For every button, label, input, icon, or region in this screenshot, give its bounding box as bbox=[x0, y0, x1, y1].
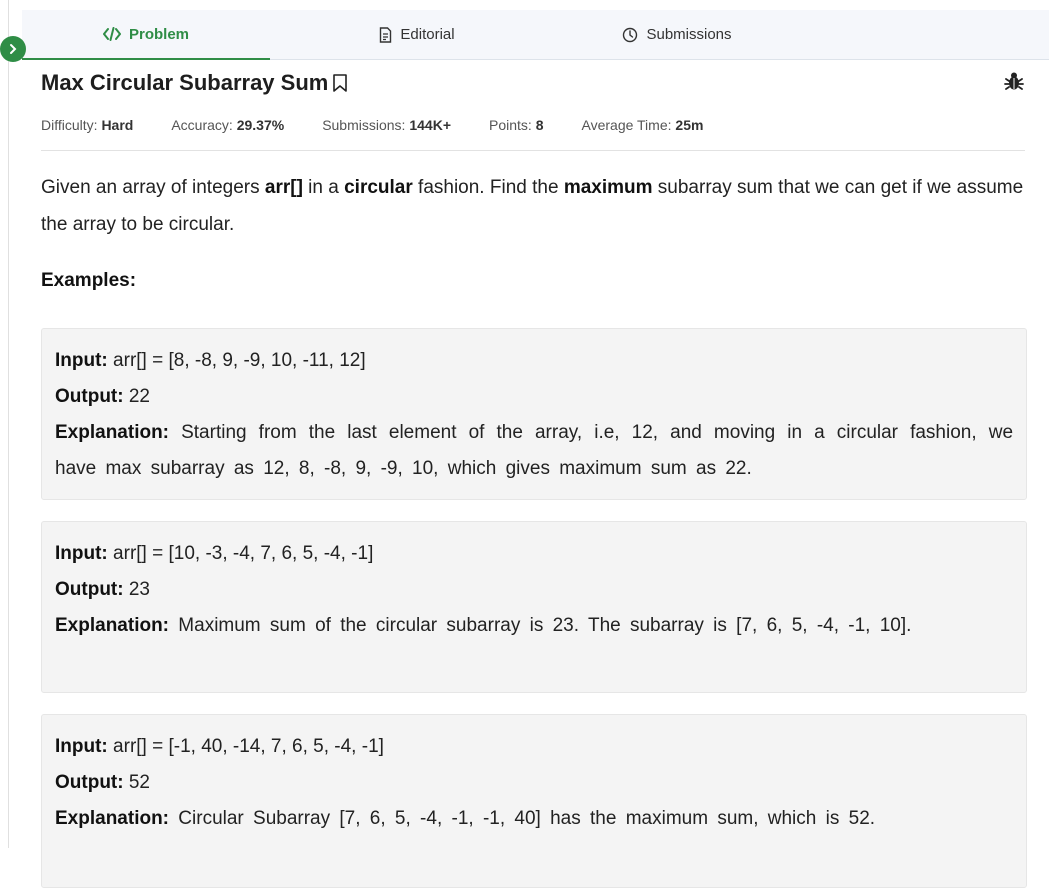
expand-panel-button[interactable] bbox=[0, 36, 26, 62]
example-block bbox=[41, 521, 1027, 693]
example-explanation: Explanation: Maximum sum of the circular subarray is 23. The subarray is [7, 6, 5, -4, -1, 10]. bbox=[55, 615, 912, 636]
submissions-count: Submissions: 144K+ bbox=[322, 117, 451, 133]
average-time: Average Time: 25m bbox=[581, 117, 704, 133]
example-explanation: Explanation: Starting from the last element of the array, i.e, 12, and moving in a circular fashion, we have max subarray as 12, 8, -8, 9, -9, 10, which gives maximum sum as 22. bbox=[55, 422, 1014, 479]
difficulty: Difficulty: Hard bbox=[41, 117, 134, 133]
problem-meta bbox=[41, 114, 1025, 136]
tab-submissions-label: Submissions bbox=[646, 26, 732, 43]
example-block bbox=[41, 714, 1027, 888]
document-icon bbox=[379, 27, 392, 43]
example-explanation: Explanation: Circular Subarray [7, 6, 5, -4, -1, -1, 40] has the maximum sum, which is 52. bbox=[55, 808, 876, 829]
example-input: Input: arr[] = [8, -8, 9, -9, 10, -11, 12] bbox=[55, 350, 366, 371]
problem-tabs bbox=[22, 10, 1049, 60]
accuracy: Accuracy: 29.37% bbox=[171, 117, 285, 133]
example-block bbox=[41, 328, 1027, 500]
points: Points: 8 bbox=[489, 117, 544, 133]
problem-title: Max Circular Subarray Sum bbox=[41, 70, 329, 95]
tab-problem[interactable] bbox=[22, 10, 270, 60]
example-input: Input: arr[] = [-1, 40, -14, 7, 6, 5, -4, -1] bbox=[55, 736, 384, 757]
problem-description: Given an array of integers arr[] in a circular fashion. Find the maximum subarray sum that we can get if we assume the array to be circular. bbox=[41, 177, 1024, 235]
left-rail bbox=[0, 0, 9, 848]
tab-editorial-label: Editorial bbox=[400, 26, 455, 43]
tab-submissions[interactable] bbox=[582, 10, 772, 59]
code-icon bbox=[103, 27, 121, 41]
example-input: Input: arr[] = [10, -3, -4, 7, 6, 5, -4, -1] bbox=[55, 543, 374, 564]
example-output: Output: 23 bbox=[55, 579, 150, 600]
tab-editorial[interactable] bbox=[322, 10, 512, 59]
tab-problem-label: Problem bbox=[128, 25, 189, 43]
bug-report-icon[interactable] bbox=[1003, 70, 1025, 97]
chevron-right-icon bbox=[7, 43, 19, 55]
bookmark-icon[interactable] bbox=[332, 73, 348, 93]
title-row bbox=[41, 62, 1025, 104]
example-output: Output: 22 bbox=[55, 386, 150, 407]
example-output: Output: 52 bbox=[55, 772, 150, 793]
problem-content bbox=[41, 62, 1025, 829]
divider bbox=[41, 150, 1025, 151]
examples-heading: Examples: bbox=[41, 270, 137, 291]
clock-icon bbox=[622, 27, 638, 43]
